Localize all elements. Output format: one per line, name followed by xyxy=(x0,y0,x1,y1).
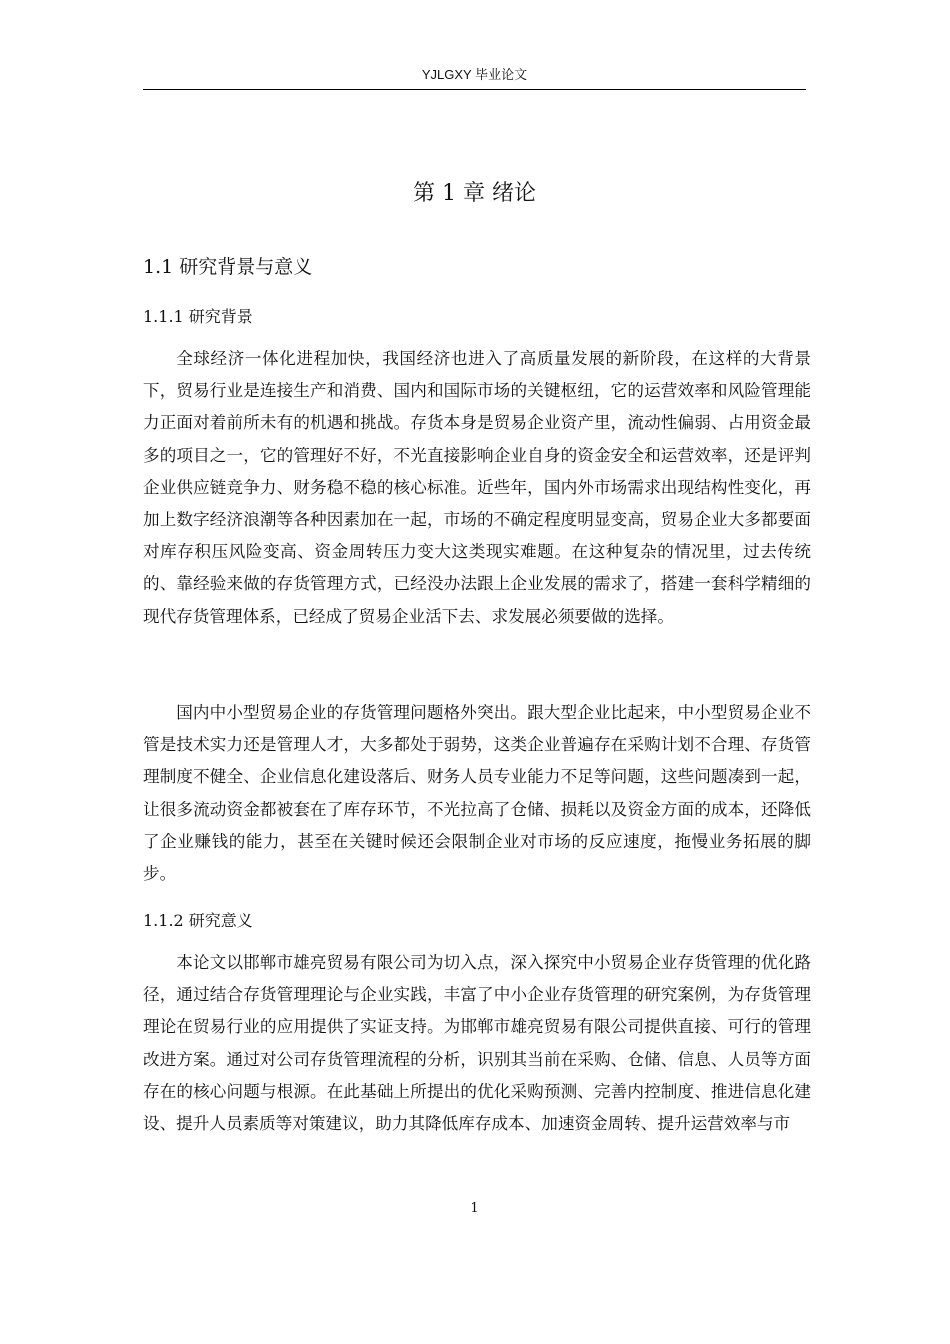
body-paragraph-2: 国内中小型贸易企业的存货管理问题格外突出。跟大型企业比起来，中小型贸易企业不管是技术实力还是管理人才，大多都处于弱势，这类企业普遍存在采购计划不合理、存货管理制度不健全、企业信息化建设落后、财务人员专业能力不足等问题，这些问题凑到一起，让很多流动资金都被套在了库存环节，不光拉高了仓储、损耗以及资金方面的成本，还降低了企业赚钱的能力，甚至在关键时候还会限制企业对市场的反应速度，拖慢业务拓展的脚步。 xyxy=(143,703,811,884)
section-heading: 1.1 研究背景与意义 xyxy=(143,256,313,278)
body-paragraph-3: 本论文以邯郸市雄亮贸易有限公司为切入点，深入探究中小贸易企业存货管理的优化路径，通过结合存货管理理论与企业实践，丰富了中小企业存货管理的研究案例，为存货管理理论在贸易行业的应用提供了实证支持。为邯郸市雄亮贸易有限公司提供直接、可行的管理改进方案。通过对公司存货管理流程的分析，识别其当前在采购、仓储、信息、人员等方面存在的核心问题与根源。在此基础上所提出的优化采购预测、完善内控制度、推进信息化建设、提升人员素质等对策建议，助力其降低库存成本、加速资金周转、提升运营效率与市 xyxy=(143,953,811,1134)
header-divider xyxy=(143,89,806,90)
chapter-title: 第 1 章 绪论 xyxy=(413,181,536,206)
subsection-heading-background: 1.1.1 研究背景 xyxy=(143,307,253,326)
subsection-heading-significance: 1.1.2 研究意义 xyxy=(143,911,253,930)
page-number: 1 xyxy=(470,1201,479,1216)
body-paragraph-1: 全球经济一体化进程加快，我国经济也进入了高质量发展的新阶段，在这样的大背景下，贸易行业是连接生产和消费、国内和国际市场的关键枢纽，它的运营效率和风险管理能力正面对着前所未有的机遇和挑战。存货本身是贸易企业资产里，流动性偏弱、占用资金最多的项目之一，它的管理好不好，不光直接影响企业自身的资金安全和运营效率，还是评判企业供应链竞争力、财务稳不稳的核心标准。近些年，国内外市场需求出现结构性变化，再加上数字经济浪潮等各种因素加在一起，市场的不确定程度明显变高，贸易企业大多都要面对库存积压风险变高、资金周转压力变大这类现实难题。在这种复杂的情况里，过去传统的、靠经验来做的存货管理方式，已经没办法跟上企业发展的需求了，搭建一套科学精细的现代存货管理体系，已经成了贸易企业活下去、求发展必须要做的选择。 xyxy=(143,349,811,626)
running-header: YJLGXY 毕业论文 xyxy=(421,67,528,82)
